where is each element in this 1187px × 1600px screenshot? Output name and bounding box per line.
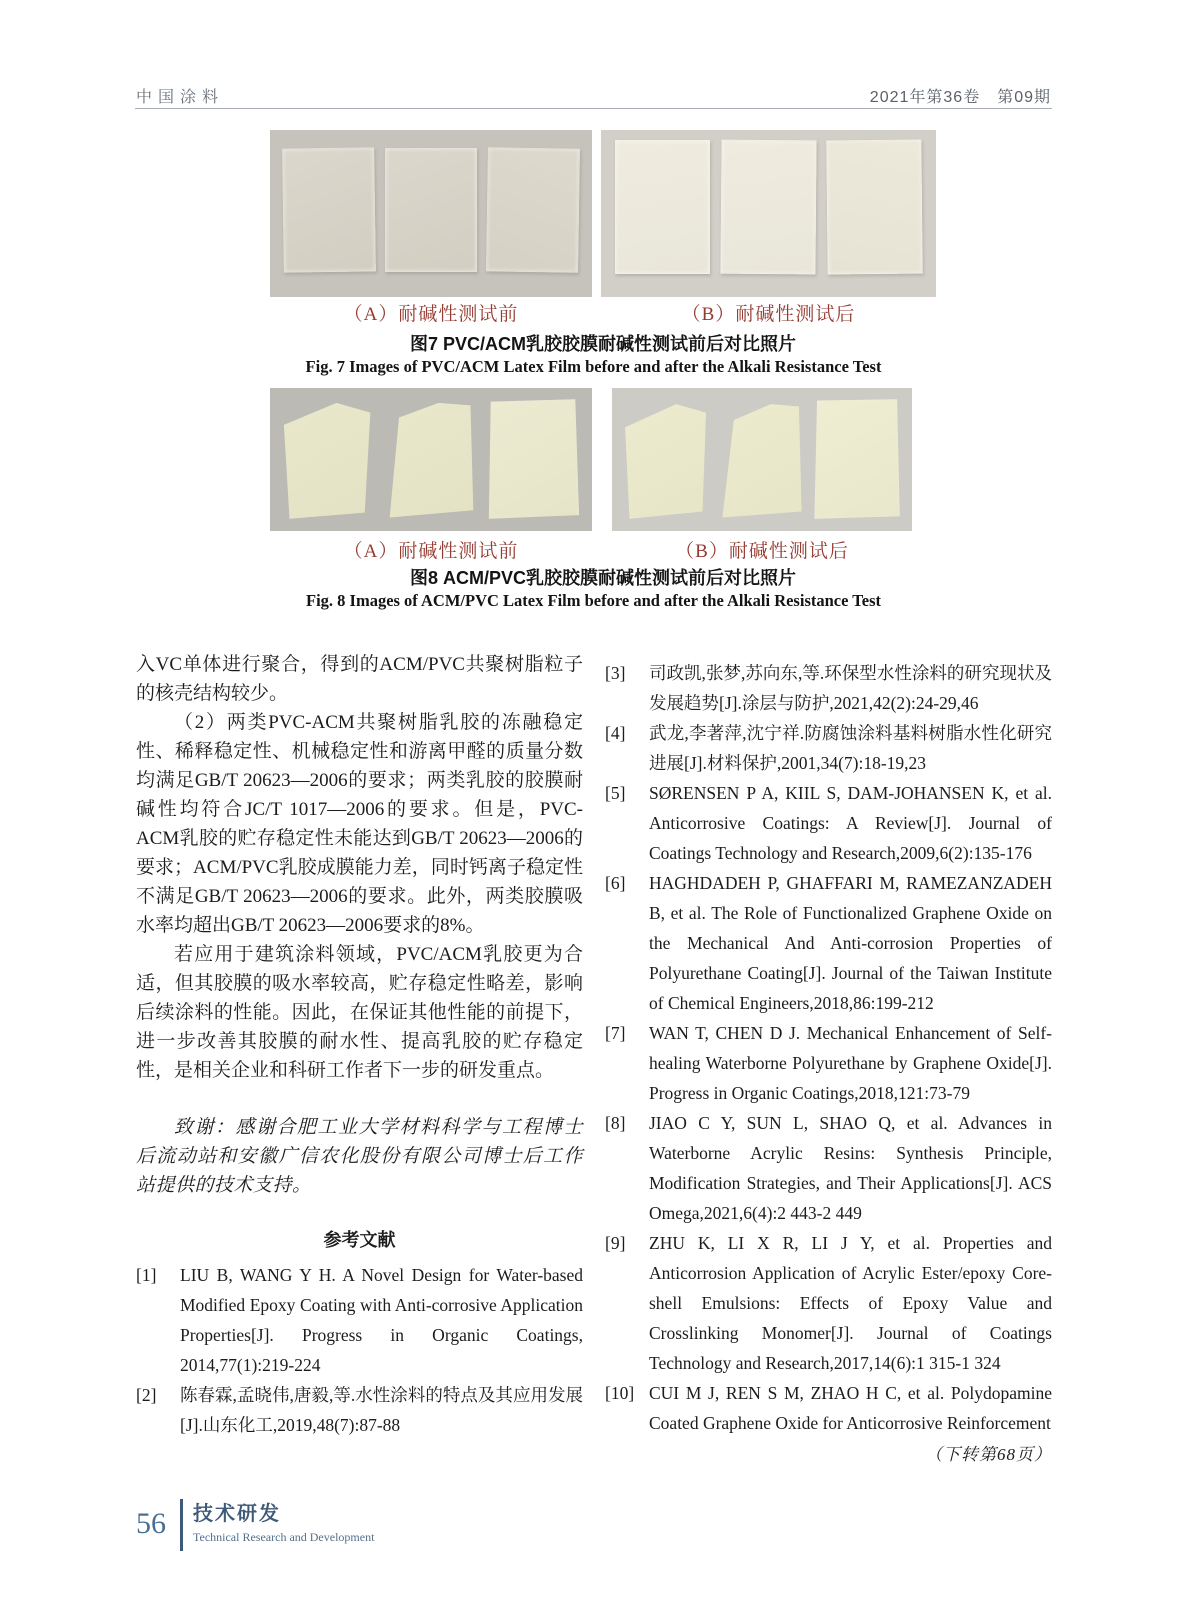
reference-text: SØRENSEN P A, KIIL S, DAM-JOHANSEN K, et al. Anticorrosive Coatings: A Review[J]. Journal of Coatings Technology and Research,2009,6(2):135-176 [649, 783, 1052, 863]
reference-item [136, 1380, 583, 1440]
film-sample [813, 398, 901, 520]
film-sample [282, 398, 376, 520]
body-paragraph: 若应用于建筑涂料领域，PVC/ACM乳胶更为合适，但其胶膜的吸水率较高，贮存稳定性略差，影响后续涂料的性能。因此，在保证其他性能的前提下，进一步改善其胶膜的耐水性、提高乳胶的贮存稳定性，是相关企业和科研工作者下一步的研发重点。 [136, 944, 583, 1081]
fig8-title-english: Fig. 8 Images of ACM/PVC Latex Film before and after the Alkali Resistance Test [305, 591, 881, 610]
page-number: 56 [136, 1507, 166, 1540]
reference-number: [3] [605, 663, 626, 683]
body-paragraph: （2）两类PVC-ACM共聚树脂乳胶的冻融稳定性、稀释稳定性、机械稳定性和游离甲醛的质量分数均满足GB/T 20623—2006的要求；两类乳胶的胶膜耐碱性均符合JC/T 1017—2006的要求。但是，PVC-ACM乳胶的贮存稳定性未能达到GB/T 20623—2006的要求；ACM/PVC乳胶成膜能力差，同时钙离子稳定性不满足GB/T 20623—2006的要求。此外，两类胶膜吸水率均超出GB/T 20623—2006要求的8%。 [136, 712, 583, 936]
right-column [605, 658, 1052, 1470]
film-sample [486, 147, 580, 272]
reference-number: [5] [605, 783, 626, 803]
fig7-caption-after: （B）耐碱性测试后 [681, 304, 856, 325]
reference-item [605, 718, 1052, 778]
reference-text: HAGHDADEH P, GHAFFARI M, RAMEZANZADEH B, et al. The Role of Functionalized Graphene Oxide on the Mechanical And Anti-corrosion Properties of Polyurethane Coating[J]. Journal of the Taiwan Institute of Chemical Engineers,2018,86:199-212 [649, 873, 1052, 1013]
fig7-title-english: Fig. 7 Images of PVC/ACM Latex Film before and after the Alkali Resistance Test [305, 357, 882, 376]
reference-text: WAN T, CHEN D J. Mechanical Enhancement of Self-healing Waterborne Polyurethane by Graphene Oxide[J]. Progress in Organic Coatings,2018,121:73-79 [649, 1023, 1052, 1103]
left-column [136, 650, 583, 1440]
film-sample [720, 140, 816, 275]
film-sample [385, 148, 477, 272]
body-paragraph: 入VC单体进行聚合，得到的ACM/PVC共聚树脂粒子的核壳结构较少。 [136, 654, 583, 704]
fig8-photo-after [612, 388, 912, 531]
header-divider [135, 108, 1052, 109]
reference-item [605, 658, 1052, 718]
reference-item [136, 1260, 583, 1380]
reference-item [605, 1108, 1052, 1228]
reference-text: ZHU K, LI X R, LI J Y, et al. Properties and Anticorrosion Application of Acrylic Ester/epoxy Core-shell Emulsions: Effects of Epoxy Value and Crosslinking Monomer[J]. Journal of Coatings Technology and Research,2017,14(6):1 315-1 324 [649, 1233, 1052, 1373]
footer-divider-bar [180, 1499, 183, 1551]
references-heading: 参考文献 [323, 1230, 396, 1250]
fig8-photo-before [270, 388, 592, 531]
page-footer [136, 1497, 374, 1551]
reference-item [605, 868, 1052, 1018]
section-title-chinese: 技术研发 [193, 1503, 281, 1525]
journal-name: 中国涂料 [136, 89, 225, 106]
film-samples [612, 388, 912, 531]
reference-number: [2] [136, 1385, 157, 1405]
film-sample [718, 398, 806, 520]
reference-text: LIU B, WANG Y H. A Novel Design for Water-based Modified Epoxy Coating with Anti-corrosive Application Properties[J]. Progress in Organic Coatings, 2014,77(1):219-224 [180, 1265, 583, 1375]
film-sample [384, 398, 478, 520]
reference-number: [4] [605, 723, 626, 743]
fig7-photo-before [270, 130, 592, 297]
footer-section [193, 1497, 374, 1545]
film-sample [615, 140, 710, 274]
reference-item [605, 778, 1052, 868]
issue-info: 2021年第36卷 第09期 [869, 89, 1051, 106]
reference-number: [1] [136, 1265, 157, 1285]
acknowledgement: 致谢：感谢合肥工业大学材料科学与工程博士后流动站和安徽广信农化股份有限公司博士后工作站提供的技术支持。 [136, 1117, 583, 1196]
reference-number: [6] [605, 873, 626, 893]
reference-item [605, 1228, 1052, 1378]
reference-number: [8] [605, 1113, 626, 1133]
section-title-english: Technical Research and Development [193, 1530, 375, 1544]
fig8-title-chinese: 图8 ACM/PVC乳胶胶膜耐碱性测试前后对比照片 [409, 568, 796, 588]
fig8-caption-after: （B）耐碱性测试后 [675, 541, 849, 562]
film-sample [827, 140, 923, 275]
reference-text: CUI M J, REN S M, ZHAO H C, et al. Polydopamine Coated Graphene Oxide for Anticorrosive Reinforcement [649, 1383, 1052, 1433]
reference-item [605, 1378, 1052, 1438]
film-samples [270, 130, 592, 297]
film-samples [601, 130, 936, 297]
reference-text: 武龙,李著萍,沈宁祥.防腐蚀涂料基料树脂水性化研究进展[J].材料保护,2001,34(7):18-19,23 [649, 723, 1052, 773]
reference-item [605, 1018, 1052, 1108]
reference-text: JIAO C Y, SUN L, SHAO Q, et al. Advances in Waterborne Acrylic Resins: Synthesis Principle, Modification Strategies, and Their Applications[J]. ACS Omega,2021,6(4):2 443-2 449 [649, 1113, 1052, 1223]
film-sample [486, 398, 580, 520]
fig7-title-chinese: 图7 PVC/ACM乳胶胶膜耐碱性测试前后对比照片 [409, 334, 796, 354]
fig8-caption-before: （A）耐碱性测试前 [343, 541, 519, 562]
film-sample [623, 398, 711, 520]
continuation-note: （下转第68页） [925, 1445, 1052, 1464]
reference-text: 司政凯,张梦,苏向东,等.环保型水性涂料的研究现状及发展趋势[J].涂层与防护,2021,42(2):24-29,46 [649, 663, 1052, 713]
reference-number: [10] [605, 1383, 635, 1403]
fig7-caption-before: （A）耐碱性测试前 [343, 304, 519, 325]
reference-number: [9] [605, 1233, 626, 1253]
reference-number: [7] [605, 1023, 626, 1043]
film-sample [282, 147, 376, 272]
film-samples [270, 388, 592, 531]
reference-text: 陈春霖,孟晓伟,唐毅,等.水性涂料的特点及其应用发展[J].山东化工,2019,48(7):87-88 [180, 1385, 583, 1435]
fig7-photo-after [601, 130, 936, 297]
